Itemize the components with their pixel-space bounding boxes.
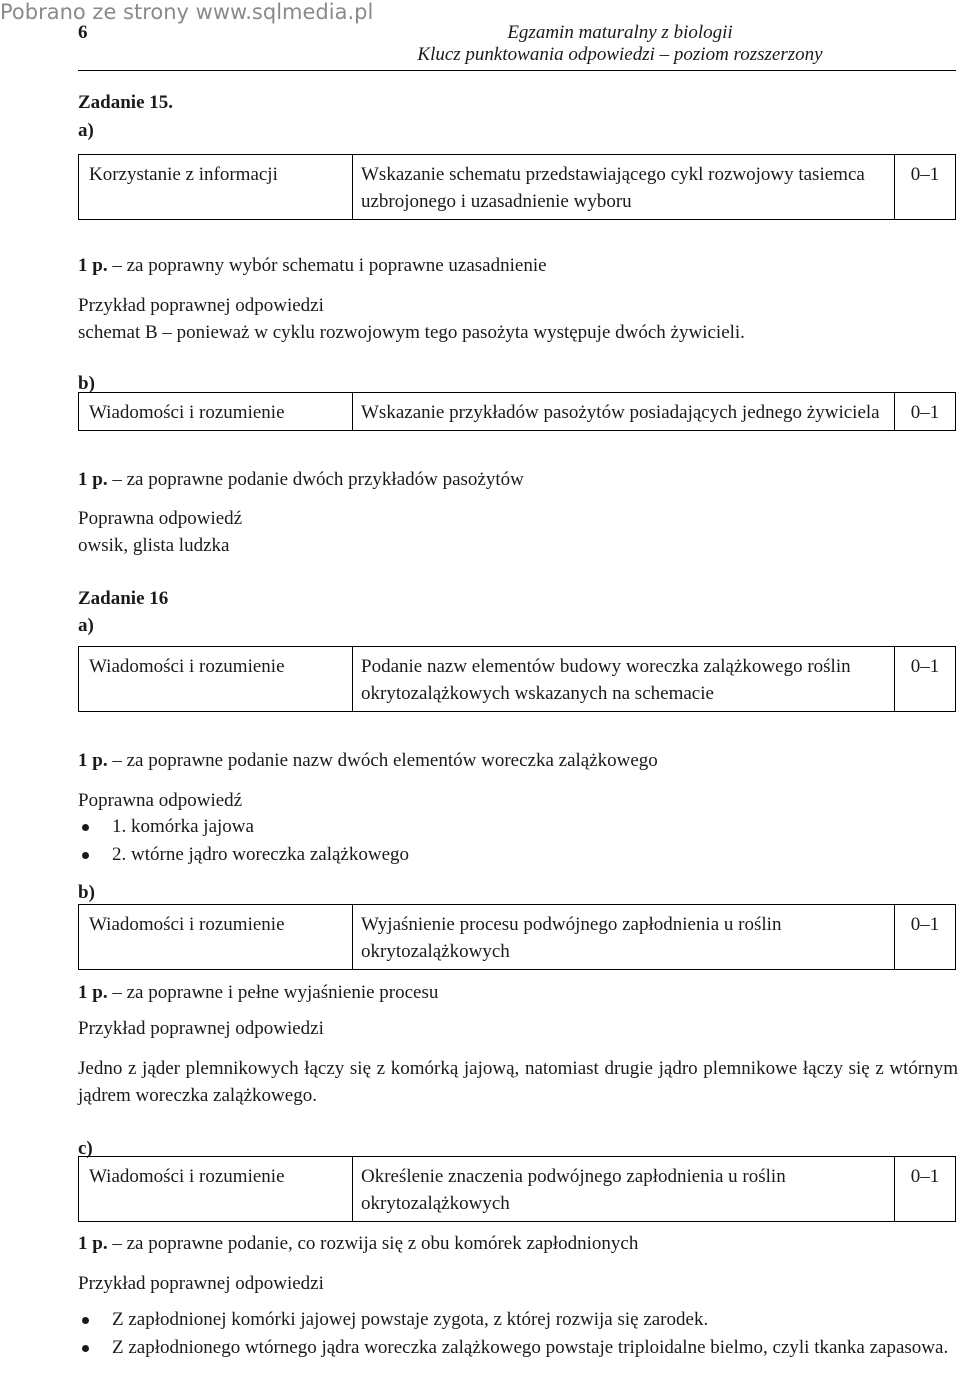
task-15a-score bbox=[78, 252, 547, 279]
task-16c-table bbox=[78, 1156, 956, 1222]
task-16a-label: a) bbox=[78, 615, 94, 636]
task-16a-score bbox=[78, 747, 658, 774]
task-15b-label: b) bbox=[78, 373, 95, 394]
score-points: 1 p. bbox=[78, 1233, 108, 1254]
points-cell: 0–1 bbox=[895, 905, 956, 970]
list-item: 2. wtórne jądro woreczka zalążkowego bbox=[78, 841, 938, 869]
list-item: 1. komórka jajowa bbox=[78, 813, 938, 841]
category-cell: Wiadomości i rozumienie bbox=[79, 393, 353, 431]
task-16c-answer-list bbox=[78, 1306, 956, 1362]
task-16c-example-label: Przykład poprawnej odpowiedzi bbox=[78, 1273, 324, 1294]
task-15b-table bbox=[78, 392, 956, 431]
task-15a-answer: schemat B – ponieważ w cyklu rozwojowym tego pasożyta występuje dwóch żywicieli. bbox=[78, 322, 745, 343]
task-15a-example-label: Przykład poprawnej odpowiedzi bbox=[78, 295, 324, 316]
task-16a-table bbox=[78, 646, 956, 712]
category-cell: Korzystanie z informacji bbox=[79, 155, 353, 220]
task-15-title: Zadanie 15. bbox=[78, 92, 174, 113]
task-cell: Wskazanie przykładów pasożytów posiadających jednego żywiciela bbox=[353, 393, 895, 431]
table-row bbox=[79, 905, 956, 970]
task-16b-answer: Jedno z jąder plemnikowych łączy się z komórką jajową, natomiast drugie jądro plemnikowe łączy się z wtórnym jądrem woreczka zalążkowego. bbox=[78, 1058, 958, 1106]
category-cell: Wiadomości i rozumienie bbox=[79, 1157, 353, 1222]
score-description: – za poprawne podanie nazw dwóch elementów woreczka zalążkowego bbox=[107, 750, 658, 771]
points-cell: 0–1 bbox=[895, 393, 956, 431]
task-15a-table bbox=[78, 154, 956, 220]
header-divider bbox=[78, 70, 956, 71]
table-row bbox=[79, 1157, 956, 1222]
score-points: 1 p. bbox=[78, 469, 108, 490]
task-cell: Podanie nazw elementów budowy woreczka zalążkowego roślin okrytozalążkowych wskazanych na schemacie bbox=[353, 647, 895, 712]
page-header bbox=[360, 22, 880, 66]
score-points: 1 p. bbox=[78, 750, 108, 771]
header-line-2: Klucz punktowania odpowiedzi – poziom rozszerzony bbox=[417, 44, 823, 65]
task-16c-score bbox=[78, 1230, 638, 1257]
task-16a-answer-list bbox=[78, 813, 938, 869]
score-points: 1 p. bbox=[78, 982, 108, 1003]
points-cell: 0–1 bbox=[895, 155, 956, 220]
task-16a-answer-label: Poprawna odpowiedź bbox=[78, 790, 243, 811]
task-16b-table bbox=[78, 904, 956, 970]
task-16b-example-label: Przykład poprawnej odpowiedzi bbox=[78, 1018, 324, 1039]
task-15a-label: a) bbox=[78, 120, 94, 141]
table-row bbox=[79, 155, 956, 220]
points-cell: 0–1 bbox=[895, 647, 956, 712]
score-description: – za poprawny wybór schematu i poprawne uzasadnienie bbox=[107, 255, 547, 276]
score-description: – za poprawne podanie, co rozwija się z obu komórek zapłodnionych bbox=[107, 1233, 639, 1254]
watermark: Pobrano ze strony www.sqlmedia.pl bbox=[0, 0, 374, 24]
score-description: – za poprawne podanie dwóch przykładów pasożytów bbox=[107, 469, 524, 490]
task-15b-answer: owsik, glista ludzka bbox=[78, 535, 230, 556]
score-description: – za poprawne i pełne wyjaśnienie procesu bbox=[107, 982, 439, 1003]
task-16b-label: b) bbox=[78, 882, 95, 903]
task-cell: Wyjaśnienie procesu podwójnego zapłodnienia u roślin okrytozalążkowych bbox=[353, 905, 895, 970]
task-15b-score bbox=[78, 466, 524, 493]
list-item: Z zapłodnionego wtórnego jądra woreczka zalążkowego powstaje triploidalne bielmo, czyli tkanka zapasowa. bbox=[78, 1334, 956, 1362]
table-row bbox=[79, 647, 956, 712]
task-16c-label: c) bbox=[78, 1138, 93, 1159]
list-item: Z zapłodnionej komórki jajowej powstaje zygota, z której rozwija się zarodek. bbox=[78, 1306, 956, 1334]
category-cell: Wiadomości i rozumienie bbox=[79, 647, 353, 712]
task-16-title: Zadanie 16 bbox=[78, 588, 169, 609]
score-points: 1 p. bbox=[78, 255, 108, 276]
header-line-1: Egzamin maturalny z biologii bbox=[507, 22, 733, 43]
page-number: 6 bbox=[78, 22, 88, 43]
task-16b-score bbox=[78, 979, 438, 1006]
task-cell: Określenie znaczenia podwójnego zapłodnienia u roślin okrytozalążkowych bbox=[353, 1157, 895, 1222]
task-15b-answer-label: Poprawna odpowiedź bbox=[78, 508, 243, 529]
category-cell: Wiadomości i rozumienie bbox=[79, 905, 353, 970]
points-cell: 0–1 bbox=[895, 1157, 956, 1222]
table-row bbox=[79, 393, 956, 431]
task-cell: Wskazanie schematu przedstawiającego cykl rozwojowy tasiemca uzbrojonego i uzasadnienie wyboru bbox=[353, 155, 895, 220]
